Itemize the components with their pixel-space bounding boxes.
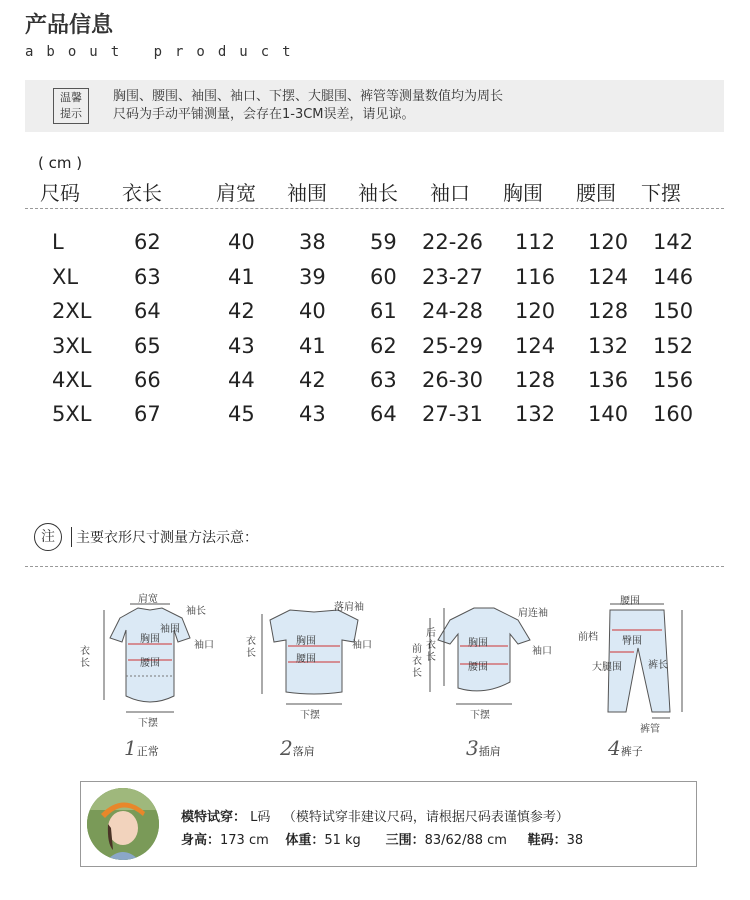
- cell-size: L: [52, 230, 64, 254]
- model-weight-value: 51 kg: [324, 833, 361, 848]
- d3-caption: [466, 736, 501, 760]
- cell-chest: 124: [515, 334, 556, 358]
- model-height-value: 173 cm: [220, 833, 269, 848]
- model-fit-line: [181, 806, 569, 825]
- model-height-label: 身高：: [181, 833, 221, 848]
- cell-sleeve-width: 43: [299, 402, 326, 426]
- column-header-sleeve-length: 袖长: [358, 181, 398, 205]
- cell-chest: 132: [515, 402, 556, 426]
- cell-waist: 128: [588, 299, 629, 323]
- cell-cuff: 25-29: [422, 334, 484, 358]
- tip-panel: [25, 80, 724, 132]
- column-header-chest: 胸围: [503, 181, 543, 205]
- tip-line-2: 尺码为手动平铺测量，会存在1-3CM误差，请见谅。: [113, 107, 415, 122]
- model-measure-label: 三围：: [385, 833, 425, 848]
- d2-label-chest: 胸围: [296, 636, 316, 647]
- cell-sleeve-length: 62: [370, 334, 397, 358]
- column-header-waist: 腰围: [576, 181, 616, 205]
- cell-sleeve-length: 61: [370, 299, 397, 323]
- d4-label-thigh: 大腿围: [592, 662, 622, 673]
- diagram-raglan: [430, 608, 530, 704]
- cell-hem: 142: [653, 230, 694, 254]
- cell-size: 5XL: [52, 402, 92, 426]
- d2-number: 2: [280, 736, 293, 760]
- d3-label-cuff: 袖口: [532, 646, 552, 657]
- cell-size: 3XL: [52, 334, 92, 358]
- model-measure-value: 83/62/88 cm: [424, 833, 507, 848]
- cell-chest: 120: [515, 299, 556, 323]
- cell-chest: 116: [515, 265, 556, 289]
- model-avatar: [87, 788, 159, 860]
- column-header-shoulder: 肩宽: [216, 181, 256, 205]
- cell-shoulder: 43: [228, 334, 255, 358]
- d4-number: 4: [608, 736, 621, 760]
- tip-line-1: 胸围、腰围、袖围、袖口、下摆、大腿围、裤管等测量数值均为周长: [113, 89, 504, 104]
- column-header-cuff: 袖口: [430, 181, 470, 205]
- cell-waist: 136: [588, 368, 629, 392]
- table-row: [0, 265, 750, 299]
- d3-label-chest: 胸围: [468, 638, 488, 649]
- cell-waist: 140: [588, 402, 629, 426]
- d2-label-drop-sleeve: 落肩袖: [334, 602, 364, 613]
- model-weight-label: 体重：: [285, 833, 325, 848]
- d4-label-waist: 腰围: [620, 596, 640, 607]
- d3-caption-text: 插肩: [478, 745, 501, 758]
- tip-badge-line2: 提示: [60, 107, 82, 120]
- d1-label-sleeve-width: 袖围: [160, 624, 180, 635]
- cell-waist: 120: [588, 230, 629, 254]
- d1-number: 1: [124, 736, 137, 760]
- note-icon: 注: [34, 523, 62, 551]
- d2-caption: [280, 736, 315, 760]
- cell-length: 66: [134, 368, 161, 392]
- page-title: 产品信息: [25, 13, 114, 38]
- column-header-hem: 下摆: [641, 181, 681, 205]
- d1-label-sleeve-length: 袖长: [186, 606, 206, 617]
- table-row: [0, 368, 750, 402]
- d2-caption-text: 落肩: [292, 745, 315, 758]
- d4-label-leg-opening: 裤管: [640, 724, 660, 735]
- cell-sleeve-length: 60: [370, 265, 397, 289]
- d1-label-hem: 下摆: [138, 718, 158, 729]
- cell-length: 67: [134, 402, 161, 426]
- note-divider-line: [25, 566, 724, 567]
- cell-sleeve-length: 64: [370, 402, 397, 426]
- model-info-panel: [80, 781, 697, 867]
- cell-hem: 152: [653, 334, 694, 358]
- d1-caption: [124, 736, 159, 760]
- table-row: [0, 299, 750, 333]
- model-shoe-value: 38: [566, 833, 584, 848]
- cell-shoulder: 41: [228, 265, 255, 289]
- d3-label-hem: 下摆: [470, 710, 490, 721]
- d4-label-front-rise: 前档: [578, 632, 598, 643]
- cell-size: 2XL: [52, 299, 92, 323]
- d4-label-hip: 臀围: [622, 636, 642, 647]
- unit-label: ( cm ): [38, 154, 83, 172]
- d4-caption-text: 裤子: [620, 745, 643, 758]
- cell-sleeve-width: 40: [299, 299, 326, 323]
- cell-hem: 150: [653, 299, 694, 323]
- cell-waist: 124: [588, 265, 629, 289]
- d3-label-waist: 腰围: [468, 662, 488, 673]
- cell-cuff: 27-31: [422, 402, 484, 426]
- d2-label-length: 衣长: [246, 636, 256, 659]
- cell-size: XL: [52, 265, 79, 289]
- cell-sleeve-width: 38: [299, 230, 326, 254]
- table-row: [0, 230, 750, 264]
- model-fit-size: L码: [250, 810, 271, 825]
- d3-label-back-length: 后衣长: [426, 628, 436, 663]
- cell-chest: 112: [515, 230, 556, 254]
- cell-length: 64: [134, 299, 161, 323]
- cell-length: 62: [134, 230, 161, 254]
- model-fit-label: 模特试穿：: [181, 810, 247, 825]
- d2-label-waist: 腰围: [296, 654, 316, 665]
- model-fit-note: （模特试穿非建议尺码，请根据尺码表谨慎参考）: [282, 810, 569, 825]
- d4-caption: [608, 736, 643, 760]
- d2-label-hem: 下摆: [300, 710, 320, 721]
- d4-label-pant-length: 裤长: [648, 660, 668, 671]
- d1-label-length: 衣长: [80, 646, 90, 669]
- cell-shoulder: 42: [228, 299, 255, 323]
- column-header-sleeve-width: 袖围: [287, 181, 327, 205]
- d1-caption-text: 正常: [136, 745, 159, 758]
- d3-number: 3: [466, 736, 479, 760]
- tip-badge: [53, 88, 89, 124]
- page-subtitle: about product: [25, 44, 304, 60]
- cell-hem: 156: [653, 368, 694, 392]
- cell-cuff: 24-28: [422, 299, 484, 323]
- note-divider: [71, 527, 72, 547]
- cell-sleeve-width: 41: [299, 334, 326, 358]
- tip-text: [113, 88, 503, 124]
- header-divider: [25, 208, 724, 209]
- cell-length: 65: [134, 334, 161, 358]
- d2-label-cuff: 袖口: [352, 640, 372, 651]
- cell-hem: 146: [653, 265, 694, 289]
- tip-badge-line1: 温馨: [60, 91, 82, 104]
- d1-label-shoulder: 肩宽: [138, 594, 158, 605]
- cell-shoulder: 44: [228, 368, 255, 392]
- d3-label-front-length: 前衣长: [412, 644, 422, 679]
- note-text: 主要衣形尺寸测量方法示意：: [76, 530, 258, 546]
- cell-cuff: 23-27: [422, 265, 484, 289]
- cell-shoulder: 40: [228, 230, 255, 254]
- cell-sleeve-width: 39: [299, 265, 326, 289]
- cell-length: 63: [134, 265, 161, 289]
- model-measure-line: [181, 829, 583, 848]
- d1-label-chest: 胸围: [140, 634, 160, 645]
- cell-waist: 132: [588, 334, 629, 358]
- cell-shoulder: 45: [228, 402, 255, 426]
- d3-label-raglan-sleeve: 肩连袖: [518, 608, 548, 619]
- column-header-size: 尺码: [40, 181, 80, 205]
- table-row: [0, 334, 750, 368]
- cell-sleeve-width: 42: [299, 368, 326, 392]
- column-header-length: 衣长: [122, 181, 162, 205]
- cell-sleeve-length: 59: [370, 230, 397, 254]
- cell-size: 4XL: [52, 368, 92, 392]
- model-shoe-label: 鞋码：: [527, 833, 567, 848]
- cell-cuff: 26-30: [422, 368, 484, 392]
- table-row: [0, 402, 750, 436]
- cell-sleeve-length: 63: [370, 368, 397, 392]
- d1-label-waist: 腰围: [140, 658, 160, 669]
- cell-cuff: 22-26: [422, 230, 484, 254]
- d1-label-cuff: 袖口: [194, 640, 214, 651]
- cell-chest: 128: [515, 368, 556, 392]
- measurement-diagrams: [80, 594, 690, 761]
- cell-hem: 160: [653, 402, 694, 426]
